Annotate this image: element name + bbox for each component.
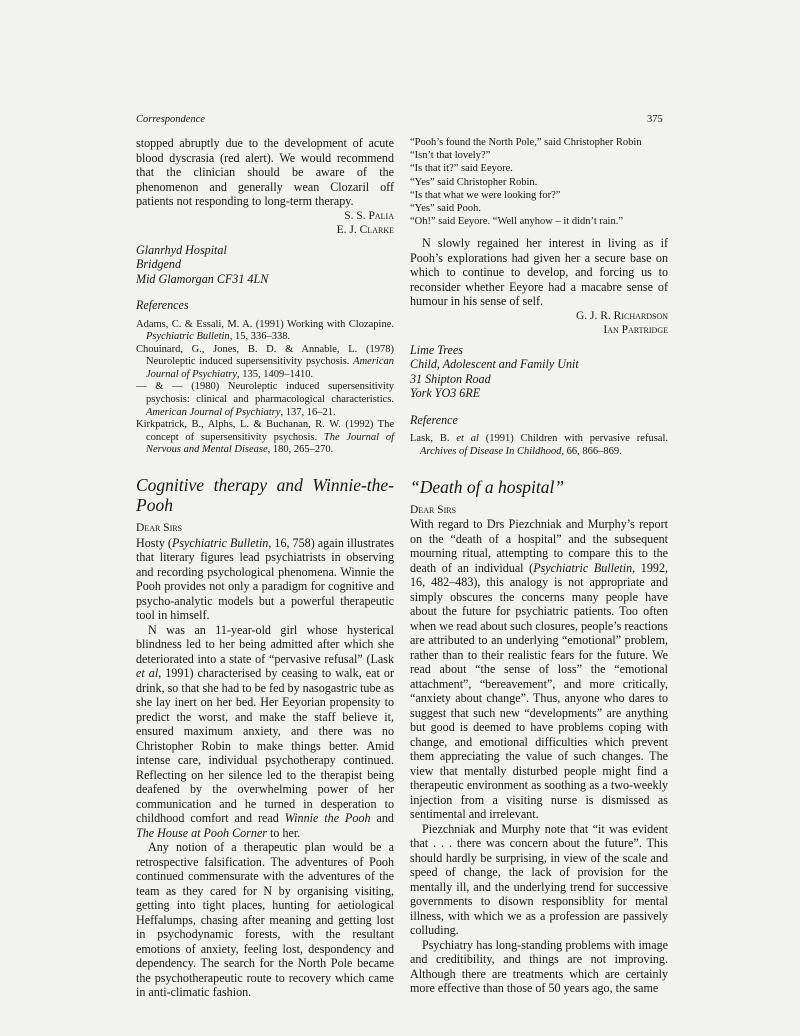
- quote-line: “Is that it?” said Eeyore.: [410, 163, 513, 175]
- salutation: Dear Sirs: [136, 522, 183, 535]
- left-column: [136, 136, 394, 1000]
- body-paragraph: Any notion of a therapeutic plan would be a retrospective falsification. The adventures of Pooh continued commensurate with the adventures of the team as they cared for N by organising visiting, getting into tight places, hunting for aetiological Heffalumps, chasing after meaning and getting lost in psychodynamic forests, with the resultant emotions of anxiety, feeling lost, despondency and dependency. The search for the North Pole became the psychotherapeutic route to recovery which came in anti-climatic fashion.: [136, 840, 394, 1000]
- signature-partridge: Ian Partridge: [603, 323, 668, 336]
- body-paragraph: With regard to Drs Piezchniak and Murphy’s report on the “death of a hospital” and the subsequent mourning ritual, attempting to compare this to the death of an individual (Psychiatric Bulletin, 1992, 16, 482–483), this analogy is not appropriate and simply obscures the concerns many people have about the future for psychiatric patients. Too often when we read about such closures, people’s reactions are attributed to an underlying “emotional” problem, rather than to their realistic fears for the future. We read about “the sense of loss” the “emotional attachment”, “bereavement”, and more critically, “anxiety about change”. Thus, anyone who dares to suggest that such new “developments” are anything but good is deemed to have problems coping with change, and emotional difficulties which prevent them appreciating the value of such changes. The view that mentally disturbed people might find a therapeutic environment as soothing as a two-weekly injection from a visiting nurse is dismissed as sentimental and irrelevant.: [410, 517, 669, 822]
- signature-richardson: G. J. R. Richardson: [575, 309, 668, 322]
- quote-line: “Isn’t that lovely?”: [410, 150, 491, 162]
- quote-line: “Pooh’s found the North Pole,” said Christopher Robin: [410, 137, 642, 148]
- address-line: York YO3 6RE: [410, 386, 481, 401]
- address-block: [410, 343, 668, 401]
- quote-line: “Oh!” said Eeyore. “Well anyhow – it didn’t rain.”: [410, 216, 623, 228]
- reference-item: — & — (1980) Neuroleptic induced supersensitivity psychosis: clinical and pharmacological characteristics. American Journal of Psychiatry, 137, 16–21.: [136, 381, 394, 418]
- quote-line: “Yes” said Christopher Robin.: [410, 176, 538, 188]
- reference-item: Lask, B. et al (1991) Children with pervasive refusal. Archives of Disease In Childhood, 66, 866–869.: [410, 433, 668, 458]
- references-heading: References: [136, 298, 189, 312]
- pooh-quotation: [410, 136, 668, 228]
- article-title-pooh: Cognitive therapy and Winnie-the-Pooh: [136, 475, 394, 516]
- reference-item: Chouinard, G., Jones, B. D. & Annable, L. (1978) Neuroleptic induced supersensitivity psychosis. American Journal of Psychiatry, 135, 1409–1410.: [136, 343, 394, 380]
- conclusion-paragraph: N slowly regained her interest in living as if Pooh’s explorations had given her a secure base on which to continue to develop, and forcing us to reconsider whether Eeyore had a macabre sense of humour in his sense of self.: [410, 236, 668, 309]
- signature-block: [136, 209, 394, 237]
- address-block: [136, 243, 394, 287]
- reference-item: Adams, C. & Essali, M. A. (1991) Working with Clozapine. Psychiatric Bulletin, 15, 336–338.: [136, 318, 394, 343]
- body-paragraph: Piezchniak and Murphy note that “it was evident that . . . there was concern about the future”. This should hardly be surprising, in view of the scale and speed of change, the lack of provision for the mentally ill, and the underlying trend for successive governments to disown responsiblity for mental illness, with which we as a profession are passively colluding.: [410, 821, 668, 938]
- signature-block: [410, 309, 668, 337]
- running-header-section: Correspondence: [136, 114, 206, 125]
- address-line: Mid Glamorgan CF31 4LN: [136, 271, 269, 286]
- reference-heading: Reference: [410, 412, 458, 427]
- quote-line: “Is that what we were looking for?”: [410, 189, 561, 201]
- quote-line: “Yes” said Pooh.: [410, 203, 481, 215]
- page-number: 375: [647, 114, 663, 125]
- right-column: [410, 136, 668, 996]
- letter-intro-paragraph: stopped abruptly due to the development of acute blood dyscrasia (red alert). We would recommend that the clinician should be aware of the phenomenon and generally wean Clozaril off patients not responding to long-term therapy.: [136, 136, 394, 208]
- address-line: Lime Trees: [410, 342, 463, 357]
- salutation: Dear Sirs: [410, 503, 457, 516]
- body-paragraph: N was an 11-year-old girl whose hysterical blindness led to her being admitted after which she deteriorated into a state of “pervasive refusal” (Lask et al, 1991) characterised by ceasing to walk, eat or drink, so that she had to be fed by nasogastric tube as she lay inert on her bed. Her Eeyorian propensity to predict the worst, and make the staff believe it, ensured maximum anxiety, and there was no Christopher Robin to make things better. Amid intense care, individual psychotherapy continued. Reflecting on her silence led to the therapist being deafened by the overwhelming power of her communication and he turned in desperation to childhood comfort and read Winnie the Pooh and The House at Pooh Corner to her.: [136, 622, 394, 840]
- address-line: 31 Shipton Road: [410, 371, 491, 386]
- reference-item: Kirkpatrick, B., Alphs, L. & Buchanan, R. W. (1992) The concept of supersensitivity psychosis. The Journal of Nervous and Mental Disease, 180, 265–270.: [136, 419, 394, 456]
- body-paragraph: Psychiatry has long-standing problems with image and creditibility, and things are not improving. Although there are treatments which are certainly more effective than those of 50 years ago, the same: [410, 937, 668, 996]
- address-line: Child, Adolescent and Family Unit: [410, 357, 579, 372]
- signature-palia: S. S. Palia: [344, 209, 394, 222]
- address-line: Bridgend: [136, 257, 182, 271]
- article-title-death-of-hospital: “Death of a hospital”: [410, 476, 565, 497]
- signature-clarke: E. J. Clarke: [336, 223, 394, 236]
- body-paragraph: Hosty (Psychiatric Bulletin, 16, 758) again illustrates that literary figures lead psychiatrists in observing and recording psychological phenomena. Winnie the Pooh provides not only a paradigm for cognitive and psycho-analytic models but a powerful therapeutic tool in himself.: [136, 535, 394, 623]
- address-line: Glanrhyd Hospital: [136, 242, 227, 257]
